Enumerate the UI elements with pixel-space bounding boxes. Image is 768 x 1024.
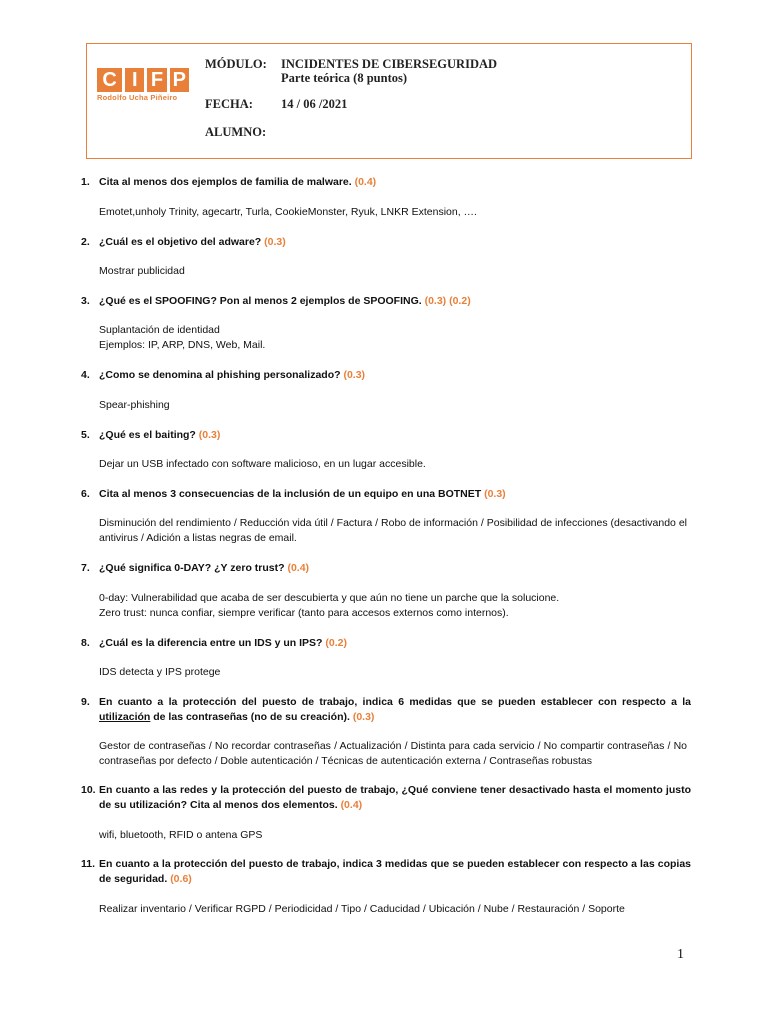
answer-1: Emotet,unholy Trinity, agecartr, Turla, CookieMonster, Ryuk, LNKR Extension, …. bbox=[99, 206, 477, 218]
answer-8: IDS detecta y IPS protege bbox=[99, 666, 221, 678]
answer-5: Dejar un USB infectado con software malicioso, en un lugar accesible. bbox=[99, 458, 426, 470]
logo-subtitle: Rodolfo Ucha Piñeiro bbox=[97, 93, 178, 102]
cifp-logo: C I F P Rodolfo Ucha Piñeiro bbox=[97, 68, 189, 102]
answer-7a: 0-day: Vulnerabilidad que acaba de ser descubierta y que aún no tiene un parche que la solucione. bbox=[99, 592, 560, 604]
page-number: 1 bbox=[677, 947, 684, 962]
modulo-label: MÓDULO: bbox=[205, 57, 267, 71]
answer-2: Mostrar publicidad bbox=[99, 265, 185, 277]
fecha-value: 14 / 06 /2021 bbox=[281, 97, 348, 111]
fecha-label: FECHA: bbox=[205, 97, 253, 111]
answer-3a: Suplantación de identidad bbox=[99, 324, 220, 336]
answer-9: Gestor de contraseñas / No recordar contraseñas / Actualización / Distinta para cada servicio / No compartir contraseñas / No contraseñas por defecto / Doble autenticación / Técnicas de autenticación externa / Contraseñas robustas bbox=[99, 740, 687, 767]
answer-6: Disminución del rendimiento / Reducción vida útil / Factura / Robo de información / Posibilidad de infecciones (desactivando el antivirus / Adición a listas negras de email. bbox=[99, 517, 687, 544]
parte-teorica: Parte teórica (8 puntos) bbox=[281, 71, 408, 85]
exam-header bbox=[86, 43, 692, 159]
alumno-label: ALUMNO: bbox=[205, 125, 267, 139]
answer-3b: Ejemplos: IP, ARP, DNS, Web, Mail. bbox=[99, 339, 266, 351]
modulo-value: INCIDENTES DE CIBERSEGURIDAD bbox=[281, 57, 498, 71]
answer-7b: Zero trust: nunca confiar, siempre verificar (tanto para accesos externos como internos). bbox=[99, 607, 509, 619]
answer-4: Spear-phishing bbox=[99, 399, 170, 411]
answer-10: wifi, bluetooth, RFID o antena GPS bbox=[99, 829, 263, 841]
answer-11: Realizar inventario / Verificar RGPD / Periodicidad / Tipo / Caducidad / Ubicación / Nube / Restauración / Soporte bbox=[99, 903, 625, 915]
